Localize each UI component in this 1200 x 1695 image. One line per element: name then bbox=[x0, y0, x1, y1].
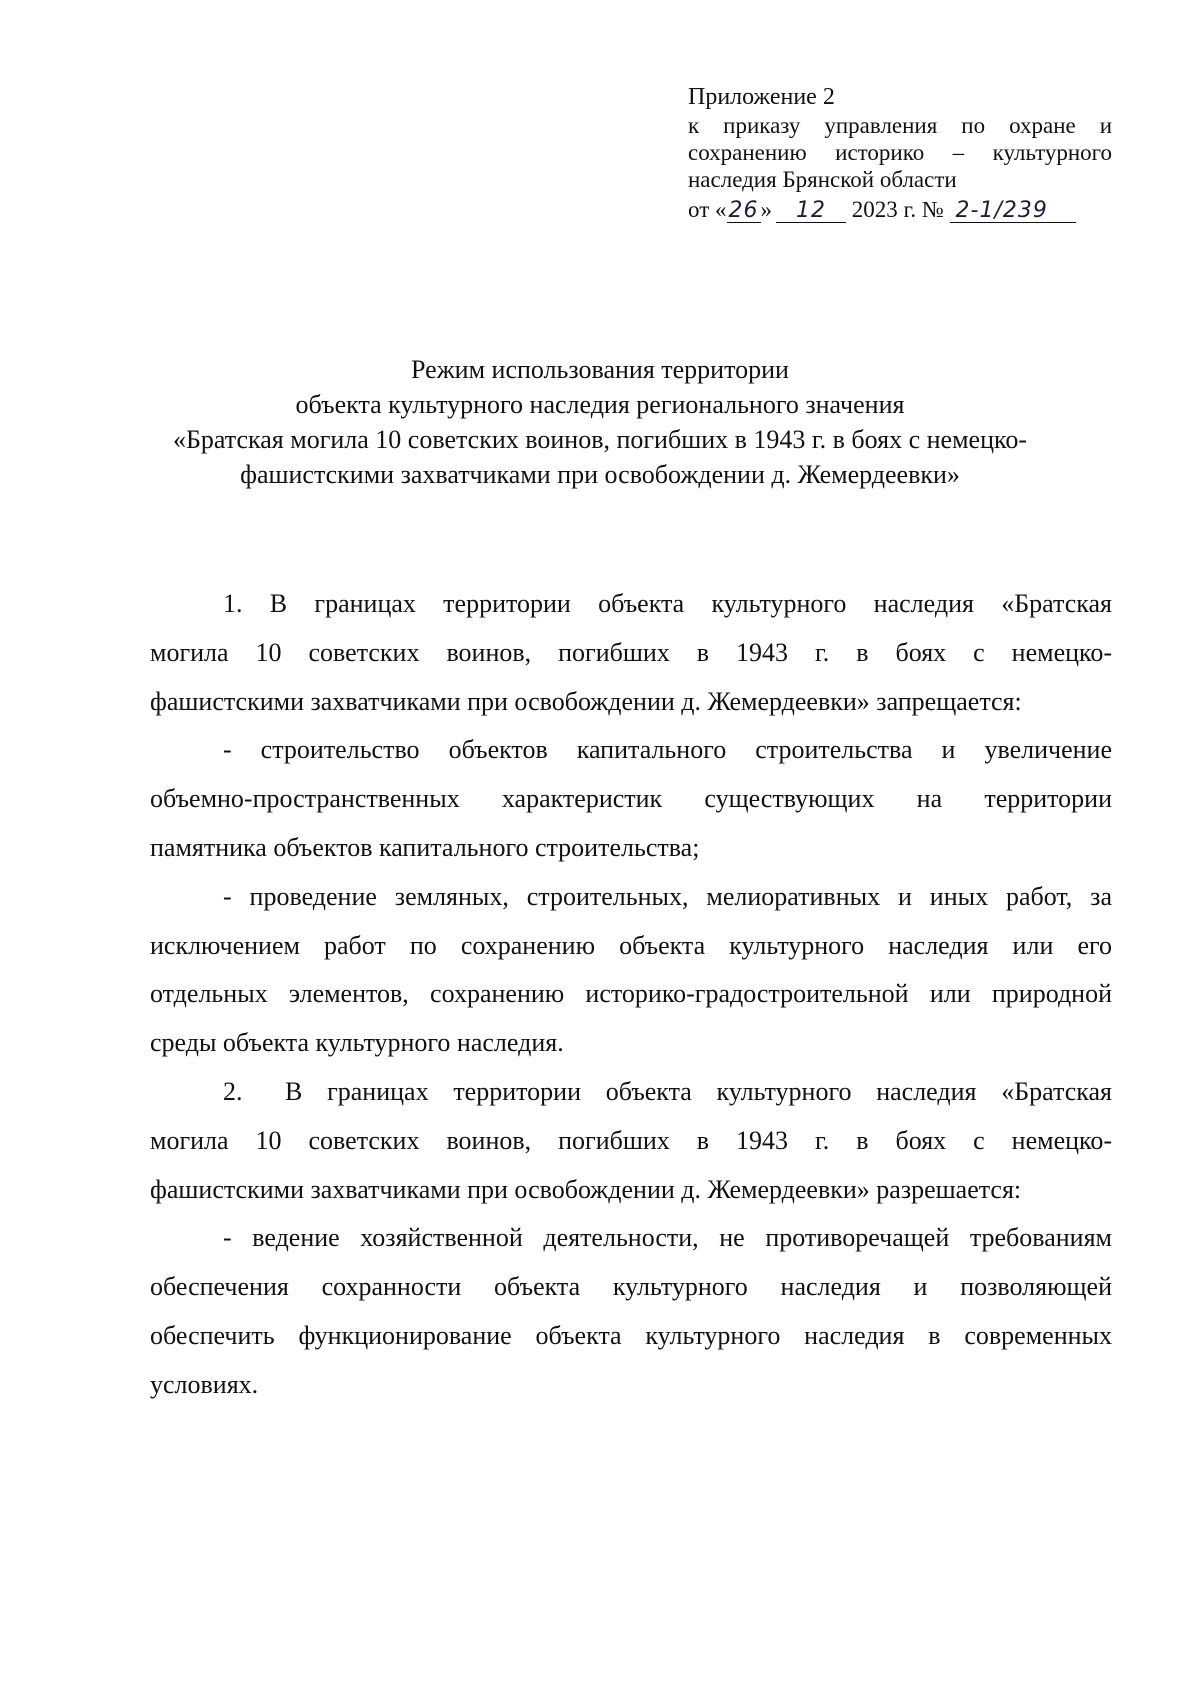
date-year: 2023 г. № bbox=[851, 197, 944, 222]
paragraph-2-first-line bbox=[150, 1068, 1112, 1117]
prohibition-item-1-line: памятника объектов капитального строительства; bbox=[150, 832, 700, 862]
paragraph-2-number: 2. bbox=[223, 1076, 243, 1106]
paragraph-1-line: могила 10 советских воинов, погибших в 1943 г. в боях с немецко- bbox=[150, 637, 1112, 667]
appendix-header bbox=[688, 82, 1112, 227]
prohibition-item-2-line: среды объекта культурного наследия. bbox=[150, 1028, 564, 1058]
appendix-title: Приложение 2 bbox=[688, 84, 835, 110]
paragraph-2-line: могила 10 советских воинов, погибших в 1943 г. в боях с немецко- bbox=[150, 1125, 1112, 1155]
title-line: фашистскими захватчиками при освобождении д. Жемердеевки» bbox=[240, 460, 960, 489]
paragraph-2-first-text: В границах территории объекта культурного наследия «Братская bbox=[285, 1076, 1112, 1106]
date-day-handwritten: 26 bbox=[728, 198, 759, 223]
document-title bbox=[100, 352, 1100, 492]
prohibition-item-2-line: отдельных элементов, сохранению историко-градостроительной или природной bbox=[150, 979, 1112, 1009]
appendix-line: к приказу управления по охране и bbox=[688, 113, 1112, 138]
permission-item-1-line: условиях. bbox=[150, 1369, 259, 1399]
document-body bbox=[150, 580, 1112, 1410]
prohibition-item-1-line: объемно-пространственных характеристик существующих на территории bbox=[150, 784, 1112, 814]
paragraph-1-line: 1. В границах территории объекта культурного наследия «Братская bbox=[223, 589, 1112, 618]
order-number-handwritten: 2-1/239 bbox=[955, 198, 1048, 223]
paragraph-2-line: фашистскими захватчиками при освобождении д. Жемердеевки» разрешается: bbox=[150, 1174, 1022, 1204]
title-line: объекта культурного наследия регионального значения bbox=[295, 390, 905, 419]
prohibition-item-2-line: - проведение земляных, строительных, мелиоративных и иных работ, за bbox=[223, 881, 1112, 911]
paragraph-1-line: фашистскими захватчиками при освобождении д. Жемердеевки» запрещается: bbox=[150, 686, 1022, 716]
date-month-handwritten: 12 bbox=[796, 198, 826, 223]
prohibition-item-2-line: исключением работ по сохранению объекта культурного наследия или его bbox=[150, 930, 1112, 960]
permission-item-1-line: обеспечить функционирование объекта культурного наследия в современных bbox=[150, 1320, 1112, 1350]
appendix-line: наследия Брянской области bbox=[688, 167, 957, 192]
title-line: «Братская могила 10 советских воинов, погибших в 1943 г. в боях с немецко- bbox=[173, 425, 1027, 454]
date-mid: » bbox=[760, 197, 772, 222]
permission-item-1-line: обеспечения сохранности объекта культурного наследия и позволяющей bbox=[150, 1272, 1112, 1302]
appendix-date-line bbox=[688, 193, 1112, 227]
date-prefix: от « bbox=[688, 197, 727, 222]
prohibition-item-1-line: - строительство объектов капитального строительства и увеличение bbox=[223, 735, 1112, 765]
appendix-line: сохранению историко – культурного bbox=[688, 140, 1112, 165]
permission-item-1-line: - ведение хозяйственной деятельности, не противоречащей требованиям bbox=[223, 1223, 1112, 1253]
title-line: Режим использования территории bbox=[411, 355, 789, 384]
